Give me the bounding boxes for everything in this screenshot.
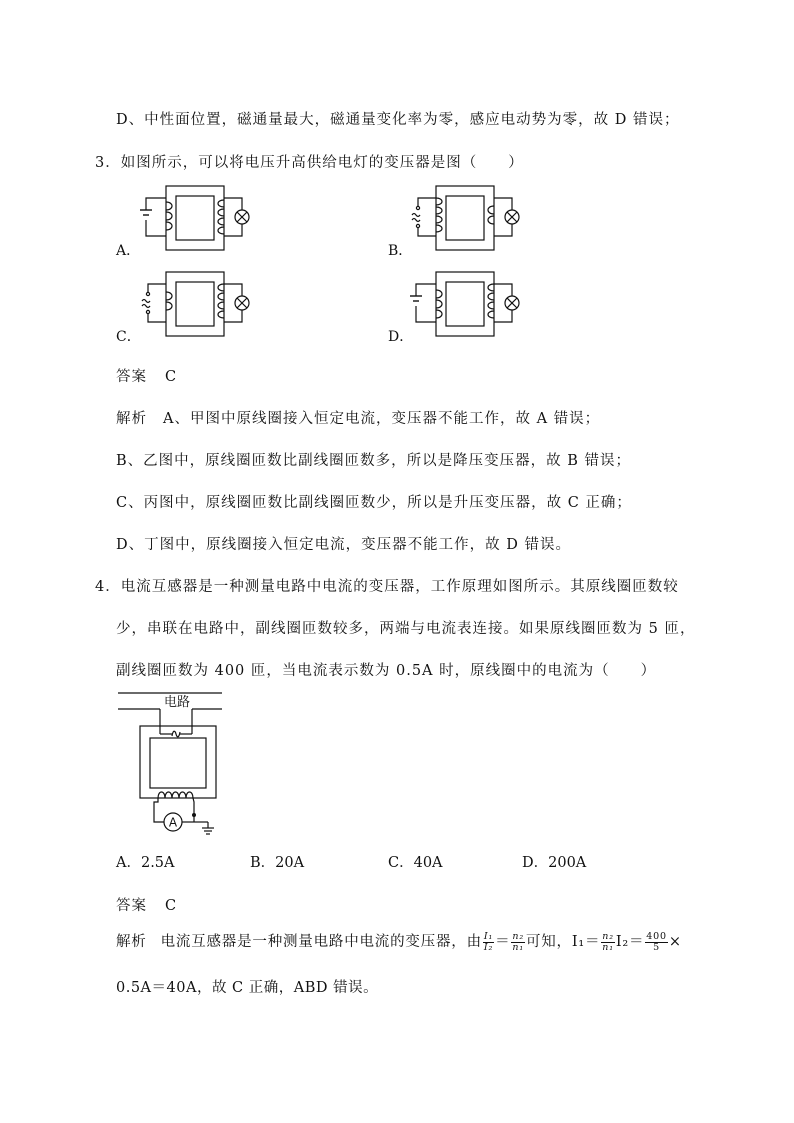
q4-analysis-1 (116, 930, 682, 953)
q3-label-a: A． (116, 243, 141, 259)
q3-figure-c (138, 268, 258, 340)
q4-option-c: C．40A (388, 855, 443, 871)
fraction-n2-n1: $\frac{\text{n₂}}{\text{n₁}}$ (512, 930, 524, 953)
fraction-400-5: $\frac{400}{5}$ (646, 930, 667, 953)
q3-analysis-b: B、乙图中，原线圈匝数比副线圈匝数多，所以是降压变压器，故 B 错误； (116, 453, 632, 469)
prev-answer-line: D、中性面位置，磁通量最大，磁通量变化率为零，感应电动势为零，故 D 错误； (116, 112, 680, 128)
fraction-i1-i2: $\frac{\text{I₁}}{\text{I₂}}$ (483, 930, 494, 953)
q4-answer-label: 答案 (116, 898, 147, 914)
q3-figure-a (138, 182, 258, 254)
q4-option-d: D．200A (522, 855, 587, 871)
q3-analysis-1 (116, 407, 600, 428)
q4-answer-value: C (165, 898, 178, 914)
q4-analysis-label: 解析 (116, 934, 147, 950)
q4-analysis-text1: 电流互感器是一种测量电路中电流的变压器，由 (160, 934, 482, 950)
q4-analysis-text3: I₂＝ (615, 934, 645, 950)
q3-label-d: D． (388, 329, 414, 345)
fraction-n2-n1-b: $\frac{\text{n₂}}{\text{n₁}}$ (602, 930, 614, 953)
q4-analysis-2: 0.5A＝40A，故 C 正确，ABD 错误。 (116, 980, 379, 996)
q3-analysis-c: C、丙图中，原线圈匝数比副线圈匝数少，所以是升压变压器，故 C 正确； (116, 495, 632, 511)
q3-analysis-a: A、甲图中原线圈接入恒定电流，变压器不能工作，故 A 错误； (163, 411, 601, 427)
q3-label-c: C． (116, 329, 141, 345)
q3-analysis-label: 解析 (116, 411, 147, 427)
q4-option-a: A．2.5A (116, 855, 175, 871)
q4-stem-1: 4．电流互感器是一种测量电路中电流的变压器，工作原理如图所示。其原线圈匝数较 (95, 579, 679, 595)
q4-analysis-text2: 可知，I₁＝ (525, 934, 601, 950)
q3-answer-label: 答案 (116, 369, 147, 385)
q3-stem: 3．如图所示，可以将电压升高供给电灯的变压器是图（ ） (95, 155, 524, 171)
q4-figure (112, 688, 232, 836)
q4-stem-3: 副线圈匝数为 400 匝，当电流表示数为 0.5A 时，原线圈中的电流为（ ） (116, 663, 657, 679)
times-sign: × (668, 934, 682, 950)
q3-label-b: B． (388, 243, 413, 259)
q4-answer (116, 894, 177, 915)
q4-stem-2: 少，串联在电路中，副线圈匝数较多，两端与电流表连接。如果原线圈匝数为 5 匝， (116, 621, 696, 637)
q3-answer (116, 365, 177, 386)
q4-option-b: B．20A (250, 855, 305, 871)
q4-ammeter-label: A (168, 815, 178, 830)
equals-sign: ＝ (495, 934, 511, 950)
q3-answer-value: C (165, 369, 178, 385)
q4-figure-label: 电路 (163, 695, 191, 710)
q3-figure-d (408, 268, 528, 340)
q3-figure-b (408, 182, 528, 254)
q3-analysis-d: D、丁图中，原线圈接入恒定电流，变压器不能工作，故 D 错误。 (116, 537, 571, 553)
